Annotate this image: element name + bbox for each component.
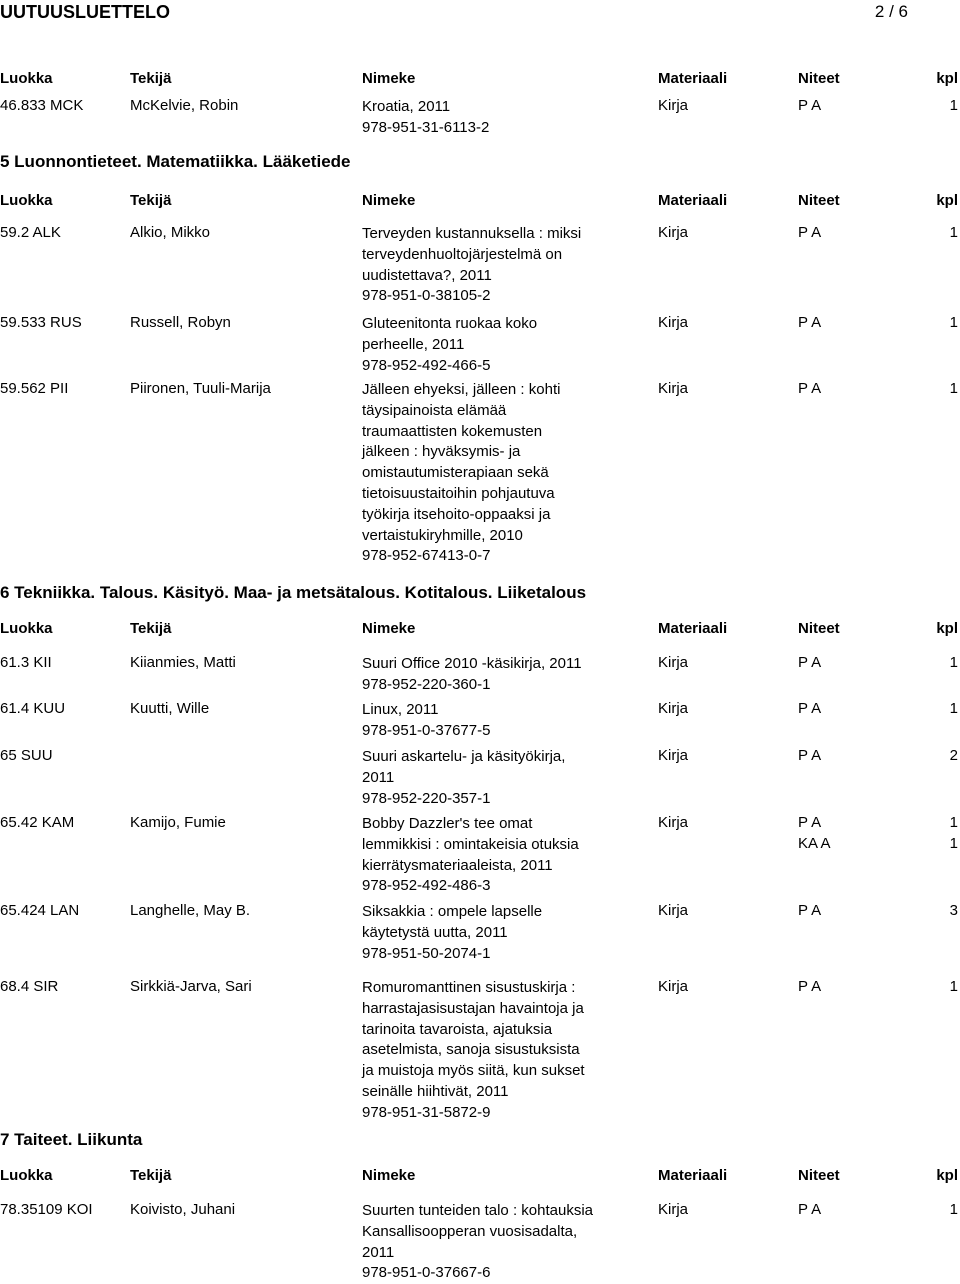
- column-header-tekija: Tekijä: [130, 620, 172, 637]
- cell-tekija: Langhelle, May B.: [130, 902, 251, 919]
- column-header-materiaali: Materiaali: [658, 620, 728, 637]
- column-header-nimeke: Nimeke: [362, 620, 416, 637]
- cell-tekija: Sirkkiä-Jarva, Sari: [130, 978, 252, 995]
- column-header-niteet: Niteet: [798, 192, 840, 209]
- cell-luokka: 59.562 PII: [0, 380, 69, 397]
- cell-niteet: KA A: [798, 834, 831, 852]
- column-header-niteet: Niteet: [798, 70, 840, 87]
- cell-nimeke-line: 2011: [362, 768, 395, 786]
- cell-niteet: P A: [798, 224, 822, 241]
- column-header-luokka: Luokka: [0, 70, 53, 87]
- column-header-luokka: Luokka: [0, 620, 53, 637]
- cell-kpl: 1: [949, 314, 958, 331]
- cell-materiaali: Kirja: [658, 97, 689, 114]
- cell-nimeke-line: asetelmista, sanoja sisustuksista: [362, 1041, 580, 1059]
- cell-luokka: 65.424 LAN: [0, 902, 80, 919]
- cell-nimeke-line: 978-952-492-466-5: [362, 356, 491, 374]
- page-number: 2 / 6: [874, 2, 908, 21]
- cell-kpl: 2: [949, 747, 958, 764]
- cell-kpl: 1: [949, 224, 958, 241]
- cell-nimeke-line: Gluteenitonta ruokaa koko: [362, 315, 538, 332]
- cell-nimeke-line: jälkeen : hyväksymis- ja: [362, 443, 521, 461]
- cell-niteet: P A: [798, 902, 822, 919]
- cell-luokka: 61.3 KII: [0, 654, 52, 671]
- cell-nimeke-line: 978-952-67413-0-7: [362, 547, 491, 565]
- cell-kpl: 1: [949, 700, 958, 717]
- cell-nimeke-line: Jälleen ehyeksi, jälleen : kohti: [362, 381, 561, 398]
- column-header-niteet: Niteet: [798, 620, 840, 637]
- cell-materiaali: Kirja: [658, 654, 689, 671]
- column-header-luokka: Luokka: [0, 192, 53, 209]
- section-heading: 5 Luonnontieteet. Matematiikka. Lääketiede: [0, 152, 351, 171]
- cell-luokka: 65.42 KAM: [0, 814, 75, 831]
- column-header-nimeke: Nimeke: [362, 1167, 416, 1184]
- cell-nimeke-line: Terveyden kustannuksella : miksi: [362, 225, 582, 242]
- cell-nimeke-line: tietoisuustaitoihin pohjautuva: [362, 485, 555, 502]
- cell-nimeke-line: 978-951-31-6113-2: [362, 118, 490, 136]
- column-header-materiaali: Materiaali: [658, 70, 728, 87]
- cell-niteet: P A: [798, 700, 822, 717]
- cell-nimeke-line: Siksakkia : ompele lapselle: [362, 903, 543, 920]
- cell-nimeke-line: työkirja itsehoito-oppaaksi ja: [362, 505, 551, 523]
- cell-kpl: 1: [949, 97, 958, 114]
- cell-kpl: 1: [949, 380, 958, 397]
- cell-materiaali: Kirja: [658, 747, 689, 764]
- cell-tekija: Kiianmies, Matti: [130, 654, 236, 671]
- cell-kpl: 1: [949, 834, 958, 852]
- cell-nimeke-line: terveydenhuoltojärjestelmä on: [362, 245, 563, 263]
- column-header-tekija: Tekijä: [130, 1167, 172, 1184]
- cell-tekija: Piironen, Tuuli-Marija: [130, 380, 271, 397]
- cell-luokka: 59.2 ALK: [0, 224, 61, 241]
- cell-nimeke-line: tarinoita tavaroista, ajatuksia: [362, 1020, 553, 1038]
- cell-materiaali: Kirja: [658, 224, 689, 241]
- cell-kpl: 1: [949, 1201, 958, 1218]
- cell-nimeke-line: käytetystä uutta, 2011: [362, 923, 508, 941]
- column-header-luokka: Luokka: [0, 1167, 53, 1184]
- cell-nimeke-line: Suuri askartelu- ja käsityökirja,: [362, 748, 566, 765]
- cell-tekija: Alkio, Mikko: [130, 224, 211, 241]
- column-header-kpl: kpl: [936, 192, 958, 209]
- cell-kpl: 1: [949, 978, 958, 995]
- cell-nimeke-line: 2011: [362, 1243, 395, 1261]
- column-header-nimeke: Nimeke: [362, 70, 416, 87]
- cell-luokka: 65 SUU: [0, 747, 53, 764]
- column-header-kpl: kpl: [936, 1167, 958, 1184]
- cell-nimeke-line: vertaistukiryhmille, 2010: [362, 526, 523, 544]
- cell-kpl: 1: [949, 814, 958, 831]
- cell-niteet: P A: [798, 654, 822, 671]
- cell-tekija: Kamijo, Fumie: [130, 814, 226, 831]
- cell-nimeke-line: Linux, 2011: [362, 701, 439, 718]
- cell-nimeke-line: Suuri Office 2010 -käsikirja, 2011: [362, 655, 582, 672]
- cell-nimeke-line: 978-952-220-360-1: [362, 675, 491, 693]
- cell-niteet: P A: [798, 1201, 822, 1218]
- cell-niteet: P A: [798, 747, 822, 764]
- cell-nimeke-line: 978-951-31-5872-9: [362, 1103, 491, 1121]
- cell-niteet: P A: [798, 97, 822, 114]
- cell-nimeke-line: omistautumisterapiaan sekä: [362, 464, 549, 482]
- cell-luokka: 59.533 RUS: [0, 314, 82, 331]
- cell-materiaali: Kirja: [658, 902, 689, 919]
- cell-nimeke-line: seinälle hiihtivät, 2011: [362, 1083, 509, 1100]
- cell-nimeke-line: harrastajasisustajan havaintoja ja: [362, 999, 584, 1017]
- cell-nimeke-line: 978-951-0-37667-6: [362, 1264, 491, 1282]
- cell-materiaali: Kirja: [658, 814, 689, 831]
- cell-tekija: McKelvie, Robin: [130, 97, 239, 114]
- cell-kpl: 3: [949, 902, 958, 919]
- cell-niteet: P A: [798, 314, 822, 331]
- cell-niteet: P A: [798, 380, 822, 397]
- cell-nimeke-line: täysipainoista elämää: [362, 401, 507, 419]
- cell-luokka: 78.35109 KOI: [0, 1201, 93, 1218]
- cell-nimeke-line: Suurten tunteiden talo : kohtauksia: [362, 1202, 593, 1219]
- column-header-tekija: Tekijä: [130, 70, 172, 87]
- page-title: UUTUUSLUETTELO: [0, 2, 170, 22]
- column-header-tekija: Tekijä: [130, 192, 172, 209]
- column-header-materiaali: Materiaali: [658, 192, 728, 209]
- cell-nimeke-line: ja muistoja myös siitä, kun sukset: [362, 1062, 585, 1080]
- cell-kpl: 1: [949, 654, 958, 671]
- column-header-materiaali: Materiaali: [658, 1167, 728, 1184]
- cell-tekija: Koivisto, Juhani: [130, 1201, 236, 1218]
- cell-materiaali: Kirja: [658, 380, 689, 397]
- cell-materiaali: Kirja: [658, 700, 689, 717]
- cell-materiaali: Kirja: [658, 314, 689, 331]
- section-heading: 7 Taiteet. Liikunta: [0, 1130, 143, 1149]
- cell-niteet: P A: [798, 814, 822, 831]
- cell-niteet: P A: [798, 978, 822, 995]
- cell-nimeke-line: Kroatia, 2011: [362, 98, 451, 115]
- cell-materiaali: Kirja: [658, 978, 689, 995]
- cell-nimeke-line: lemmikkisi : omintakeisia otuksia: [362, 835, 579, 853]
- cell-nimeke-line: Bobby Dazzler's tee omat: [362, 815, 533, 832]
- cell-luokka: 68.4 SIR: [0, 978, 59, 995]
- cell-nimeke-line: 978-951-0-37677-5: [362, 721, 491, 739]
- cell-tekija: Kuutti, Wille: [130, 700, 210, 717]
- cell-luokka: 46.833 MCK: [0, 97, 84, 114]
- cell-nimeke-line: 978-951-0-38105-2: [362, 287, 491, 305]
- cell-luokka: 61.4 KUU: [0, 700, 66, 717]
- column-header-kpl: kpl: [936, 620, 958, 637]
- cell-nimeke-line: kierrätysmateriaaleista, 2011: [362, 856, 553, 874]
- cell-materiaali: Kirja: [658, 1201, 689, 1218]
- cell-nimeke-line: traumaattisten kokemusten: [362, 422, 543, 440]
- section-heading: 6 Tekniikka. Talous. Käsityö. Maa- ja metsätalous. Kotitalous. Liiketalous: [0, 583, 587, 602]
- cell-nimeke-line: 978-952-492-486-3: [362, 877, 491, 895]
- cell-nimeke-line: 978-951-50-2074-1: [362, 944, 491, 962]
- cell-nimeke-line: 978-952-220-357-1: [362, 789, 491, 807]
- column-header-nimeke: Nimeke: [362, 192, 416, 209]
- cell-nimeke-line: Romuromanttinen sisustuskirja :: [362, 979, 576, 996]
- cell-nimeke-line: uudistettava?, 2011: [362, 266, 492, 284]
- cell-nimeke-line: Kansallisoopperan vuosisadalta,: [362, 1222, 578, 1240]
- cell-tekija: Russell, Robyn: [130, 314, 231, 331]
- column-header-niteet: Niteet: [798, 1167, 840, 1184]
- column-header-kpl: kpl: [936, 70, 958, 87]
- cell-nimeke-line: perheelle, 2011: [362, 335, 465, 353]
